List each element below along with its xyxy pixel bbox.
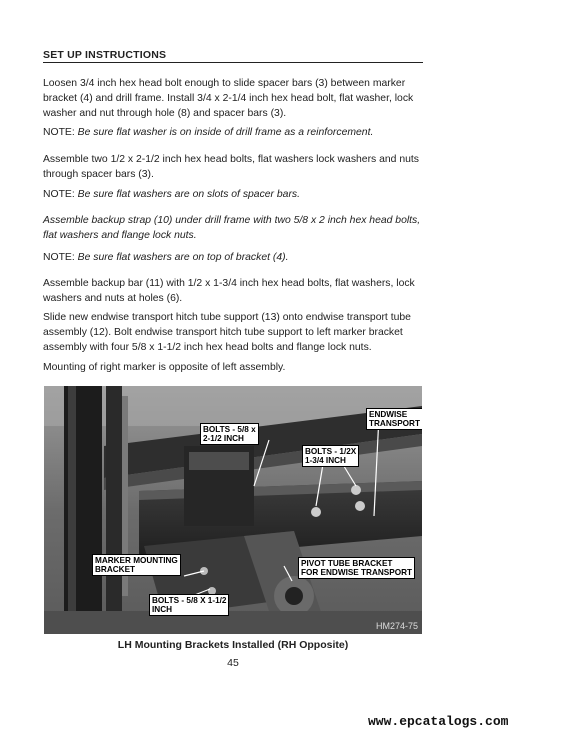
callout-text: BOLTS - 5/8 X 1-1/2 INCH	[152, 596, 227, 614]
note-text: Be sure flat washers are on slots of spacer bars.	[77, 189, 301, 200]
mounting-bracket-photo	[44, 386, 422, 634]
note-label: NOTE:	[43, 127, 75, 138]
callout-text: BOLTS - 1/2X 1-3/4 INCH	[305, 447, 357, 465]
note-text: Be sure flat washers are on top of bracket (4).	[77, 252, 289, 263]
instruction-paragraph-4: Assemble backup bar (11) with 1/2 x 1-3/4 inch hex head bolts, flat washers, lock washers and nuts at holes (6).	[43, 278, 415, 304]
instruction-paragraph-1: Loosen 3/4 inch hex head bolt enough to slide spacer bars (3) between marker bracket (4) and drill frame. Install 3/4 x 2-1/4 inch hex head bolt, flat washer, lock washer and nut through hole (8) and spacer bars (3).	[43, 78, 414, 119]
note-3	[43, 250, 433, 265]
callout-bolts-1-2-x-1-3-4	[302, 445, 359, 467]
callout-text: BOLTS - 5/8 x 2-1/2 INCH	[203, 425, 256, 443]
note-label: NOTE:	[43, 252, 75, 263]
instruction-paragraph-2: Assemble two 1/2 x 2-1/2 inch hex head bolts, flat washers lock washers and nuts through spacer bars (3).	[43, 154, 419, 180]
note-label: NOTE:	[43, 189, 75, 200]
instruction-paragraph-3: Assemble backup strap (10) under drill frame with two 5/8 x 2 inch hex head bolts, flat washers and flange lock nuts.	[43, 215, 421, 241]
instruction-paragraph-6: Mounting of right marker is opposite of left assembly.	[43, 362, 286, 373]
photo-id: HM274-75	[375, 621, 418, 631]
callout-bolts-5-8-x-1-1-2	[149, 594, 229, 616]
note-text: Be sure flat washer is on inside of drill frame as a reinforcement.	[77, 127, 374, 138]
figure-caption: LH Mounting Brackets Installed (RH Opposite)	[117, 639, 349, 651]
callout-marker-mounting-bracket	[92, 554, 181, 576]
note-1	[43, 125, 433, 140]
callout-text: PIVOT TUBE BRACKET FOR ENDWISE TRANSPORT	[301, 559, 412, 577]
watermark: www.epcatalogs.com	[368, 714, 509, 729]
callout-text: MARKER MOUNTING BRACKET	[95, 556, 178, 574]
note-2	[43, 187, 433, 202]
page-number: 45	[227, 657, 239, 669]
callout-pivot-tube-bracket	[298, 557, 415, 579]
instruction-paragraph-5: Slide new endwise transport hitch tube support (13) onto endwise transport tube assembly (12). Bolt endwise transport hitch tube support to left marker bracket assembly with four 5/8 x 1-1/2 inch hex head bolts and flange lock nuts.	[43, 312, 411, 353]
section-heading: SET UP INSTRUCTIONS	[43, 49, 423, 63]
callout-endwise-transport	[366, 408, 422, 430]
callout-text: ENDWISE TRANSPORT	[369, 410, 420, 428]
callout-bolts-5-8-x-2-1-2	[200, 423, 259, 445]
